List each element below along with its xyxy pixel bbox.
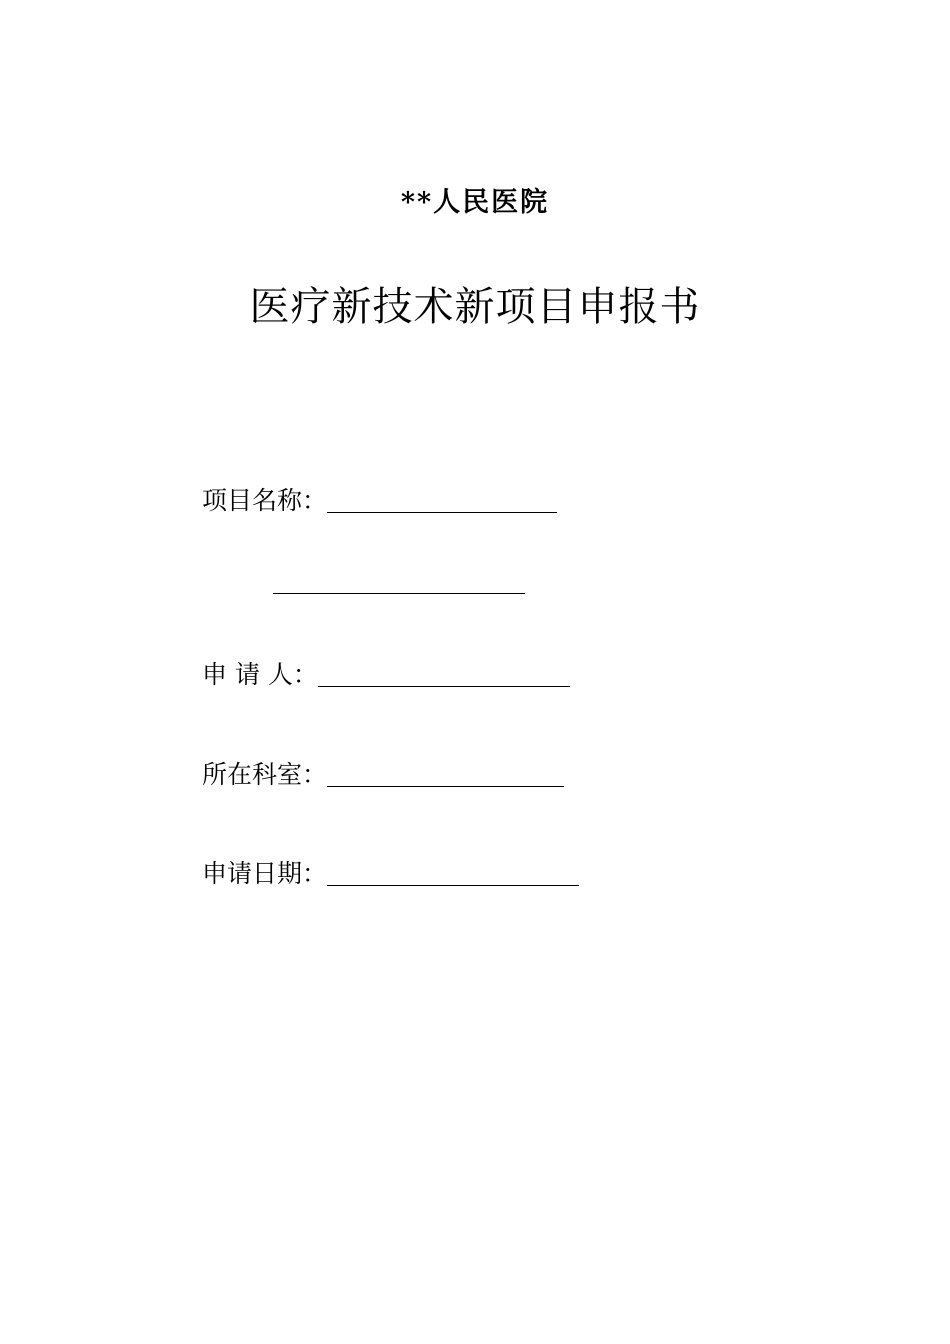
application-date-field bbox=[202, 855, 579, 889]
department-field bbox=[202, 756, 564, 790]
department-label: 所在科室： bbox=[202, 760, 328, 789]
project-name-field bbox=[202, 482, 557, 516]
applicant-input-line[interactable] bbox=[318, 686, 570, 687]
document-title: 医疗新技术新项目申报书 bbox=[249, 284, 701, 330]
department-input-line[interactable] bbox=[327, 786, 564, 787]
project-name-continuation-line[interactable] bbox=[273, 593, 525, 594]
hospital-name: **人民医院 bbox=[400, 187, 550, 218]
applicant-label: 申 请 人： bbox=[202, 660, 318, 689]
project-name-label: 项目名称： bbox=[202, 486, 328, 515]
project-name-input-line[interactable] bbox=[327, 512, 557, 513]
application-date-input-line[interactable] bbox=[327, 885, 579, 886]
application-date-label: 申请日期： bbox=[202, 859, 328, 888]
applicant-field bbox=[202, 656, 570, 690]
